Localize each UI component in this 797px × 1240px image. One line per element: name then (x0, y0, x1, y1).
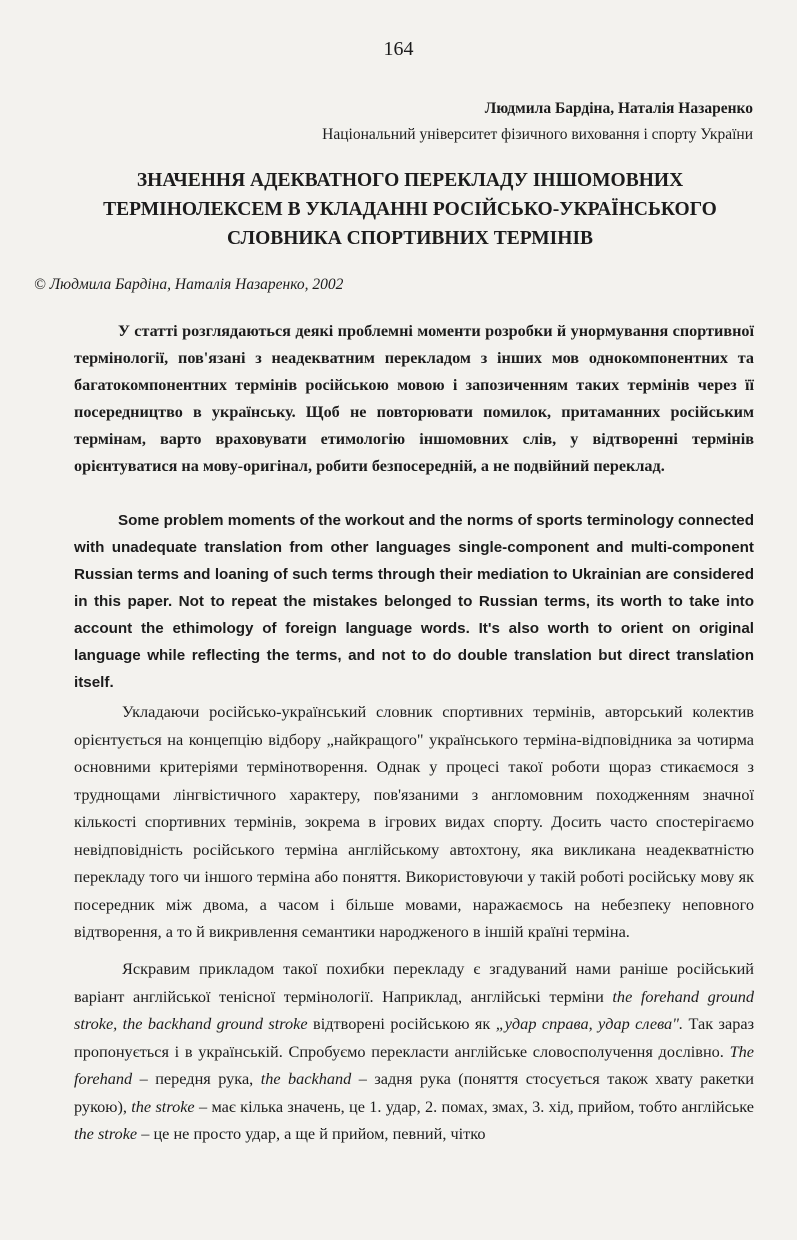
english-term: the backhand (260, 1069, 352, 1088)
title-line: ТЕРМІНОЛЕКСЕМ В УКЛАДАННІ РОСІЙСЬКО-УКРАЇНСЬКОГО (103, 199, 717, 220)
text-run: – передня рука, (132, 1069, 261, 1088)
english-term: the forehand ground stroke, the backhand ground stroke (74, 986, 755, 1033)
page-number: 164 (383, 38, 414, 60)
abstract-ukrainian-text: У статті розглядаються деякі проблемні моменти розробки й унормування спортивної термінології, пов'язані з неадекватним перекладом з інших мов однокомпонентних та багатокомпонентних термінів російською мовою і запозиченням таких термінів через її посередництво в українську. Щоб не повторювати помилок, притаманних російським термінам, варто враховувати етимологію іншомовних слів, у відтворенні термінів орієнтуватися на мову-оригінал, робити безпосередній, а не подвійний переклад. (74, 322, 754, 475)
abstract-ukrainian (74, 318, 754, 480)
english-term: The forehand (74, 1041, 754, 1088)
text-run: – має кілька значень, це 1. удар, 2. помах, змах, 3. хід, прийом, тобто англійське (194, 1096, 754, 1116)
english-term: the stroke (74, 1124, 138, 1143)
article-title (40, 166, 780, 253)
title-line: СЛОВНИКА СПОРТИВНИХ ТЕРМІНІВ (226, 228, 594, 249)
text-run: відтворені російською як (307, 1014, 496, 1033)
text-run: Яскравим прикладом такої похибки перекладу є згадуваний нами раніше російський варіант англійської тенісної термінології. Наприклад, англійські терміни (74, 959, 754, 1006)
russian-term: „удар справа, удар слева". (495, 1014, 684, 1033)
title-line: ЗНАЧЕННЯ АДЕКВАТНОГО ПЕРЕКЛАДУ ІНШОМОВНИХ (136, 170, 684, 191)
abstract-english (74, 507, 754, 696)
body-paragraph-2 (74, 955, 754, 1148)
affiliation: Національний університет фізичного виховання і спорту України (322, 126, 753, 143)
body-paragraph-1-text: Укладаючи російсько-український словник спортивних термінів, авторський колектив орієнтується на концепцію відбору „найкращого" українського терміна-відповідника за чотирма основними критеріями термінотворення. Однак у процесі такої роботи щораз стикаємося з труднощами лінгвістичного характеру, пов'язаними з англомовним походженням значної кількості спортивних термінів, зокрема в ігрових видах спорту. Досить часто спостерігаємо невідповідність російського терміна англійському автохтону, яка викликана неадекватністю перекладу того чи іншого терміна або поняття. Використовуючи у такій роботі російську мову як посередник між двома, а часом і більше мовами, наражаємось на небезпеку неповного відтворення, а то й викривлення семантики народженого в іншій країні терміна. (74, 702, 754, 941)
authors: Людмила Бардіна, Наталія Назаренко (484, 100, 753, 117)
text-run: Так зараз пропонується і в українській. Спробуємо перекласти англійське словосполучення дослівно. (74, 1014, 755, 1061)
text-run: – задня рука (поняття стосується також хвату ракетки рукою), (74, 1069, 754, 1116)
english-term: the stroke (131, 1096, 195, 1116)
copyright-line: © Людмила Бардіна, Наталія Назаренко, 2002 (34, 276, 344, 293)
body-paragraph-1 (74, 698, 754, 946)
text-run: – це не просто удар, а ще й прийом, певний, чітко (137, 1124, 486, 1143)
abstract-english-text: Some problem moments of the workout and the norms of sports terminology connected with unadequate translation from other languages single-component and multi-component Russian terms and loaning of such terms through their mediation to Ukrainian are considered in this paper. Not to repeat the mistakes belonged to Russian terms, its worth to take into account the ethimology of foreign language words. It's also worth to orient on original language while reflecting the terms, and not to do double translation but direct translation itself. (74, 512, 754, 691)
